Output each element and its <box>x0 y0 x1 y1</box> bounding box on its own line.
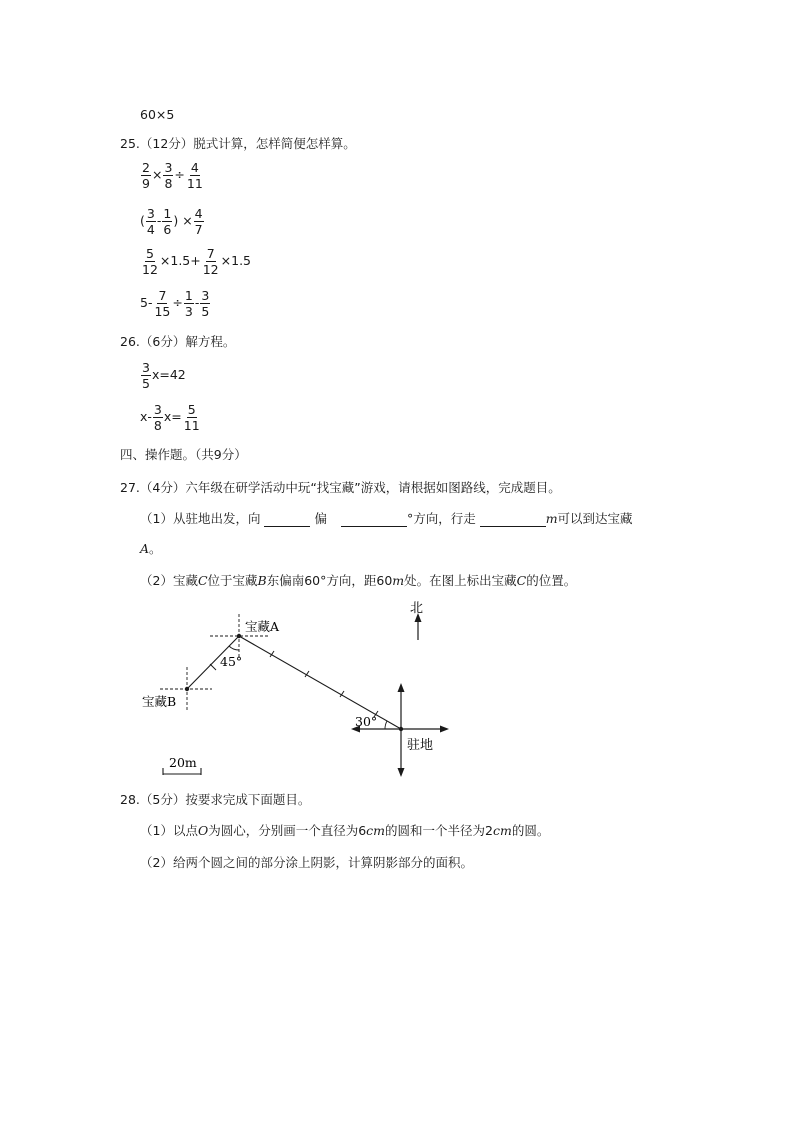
treasure-a-label: 宝藏A <box>245 619 280 634</box>
q25-expression-4: 5- $\frac{7}{15}$ ÷ $\frac{1}{3}$ - $\frac{3}{5}$ <box>140 288 210 319</box>
point-base <box>399 727 403 731</box>
fraction: $\frac{5}{12}$ <box>142 246 158 277</box>
q27-title: 27.（4分）六年级在研学活动中玩“找宝藏”游戏，请根据如图路线，完成题目。 <box>120 480 561 495</box>
arrow-up-icon <box>398 683 405 692</box>
q28-part-2: （2）给两个圆之间的部分涂上阴影，计算阴影部分的面积。 <box>140 855 473 870</box>
fraction: $\frac{7}{12}$ <box>202 246 219 277</box>
q26-equation-2: x- $\frac{3}{8}$ x= $\frac{5}{11}$ <box>140 402 200 433</box>
point-a <box>237 634 241 638</box>
fraction: $\frac{3}{8}$ <box>164 160 173 191</box>
point-b <box>185 687 189 691</box>
fraction: $\frac{1}{3}$ <box>184 288 193 319</box>
fraction: $\frac{3}{8}$ <box>153 402 162 433</box>
q25-expression-2: ( $\frac{3}{4}$ - $\frac{1}{6}$ ) × $\frac{4}{7}$ <box>140 206 203 237</box>
treasure-b-label: 宝藏B <box>142 694 177 709</box>
q26-title: 26.（6分）解方程。 <box>120 334 236 349</box>
q24-tail-expression: 60×5 <box>140 107 175 122</box>
scale-label: 20m <box>169 755 197 770</box>
q27-part-2: （2）宝藏C位于宝藏B东偏南60°方向，距60m处。在图上标出宝藏C的位置。 <box>140 573 577 588</box>
fraction: $\frac{5}{11}$ <box>183 402 200 433</box>
q25-title: 25.（12分）脱式计算，怎样简便怎样算。 <box>120 136 356 151</box>
arrow-right-icon <box>440 726 449 733</box>
angle-45-label: 45° <box>220 654 243 669</box>
fraction: $\frac{3}{5}$ <box>142 360 150 391</box>
fraction: $\frac{4}{11}$ <box>186 160 203 191</box>
north-label: 北 <box>410 601 424 616</box>
q28-part-1: （1）以点O为圆心，分别画一个直径为6cm的圆和一个半径为2cm的圆。 <box>140 823 550 838</box>
q25-expression-3: $\frac{5}{12}$ ×1.5+ $\frac{7}{12}$ ×1.5 <box>142 246 251 277</box>
fraction: $\frac{4}{7}$ <box>194 206 203 237</box>
fraction: $\frac{2}{9}$ <box>142 160 150 191</box>
fraction: $\frac{7}{15}$ <box>154 288 171 319</box>
q26-equation-1: $\frac{3}{5}$ x=42 <box>142 360 186 391</box>
fraction: $\frac{3}{4}$ <box>146 206 155 237</box>
section-4-heading: 四、操作题。（共9分） <box>120 447 247 462</box>
q28-title: 28.（5分）按要求完成下面题目。 <box>120 792 311 807</box>
north-arrow <box>415 613 422 640</box>
fraction: $\frac{3}{5}$ <box>201 288 210 319</box>
angle-arc-30 <box>385 721 387 729</box>
base-label: 驻地 <box>407 738 434 753</box>
angle-arc-45 <box>229 646 239 650</box>
fraction: $\frac{1}{6}$ <box>163 206 172 237</box>
arrow-down-icon <box>398 768 405 777</box>
angle-30-label: 30° <box>355 714 378 729</box>
q27-part-1-continued: A。 <box>140 541 162 556</box>
q27-part-1: （1）从驻地出发，向 偏 °方向，行走 m可以到达宝藏 <box>140 511 633 526</box>
q25-expression-1: $\frac{2}{9}$ × $\frac{3}{8}$ ÷ $\frac{4}{11}$ <box>142 160 203 191</box>
